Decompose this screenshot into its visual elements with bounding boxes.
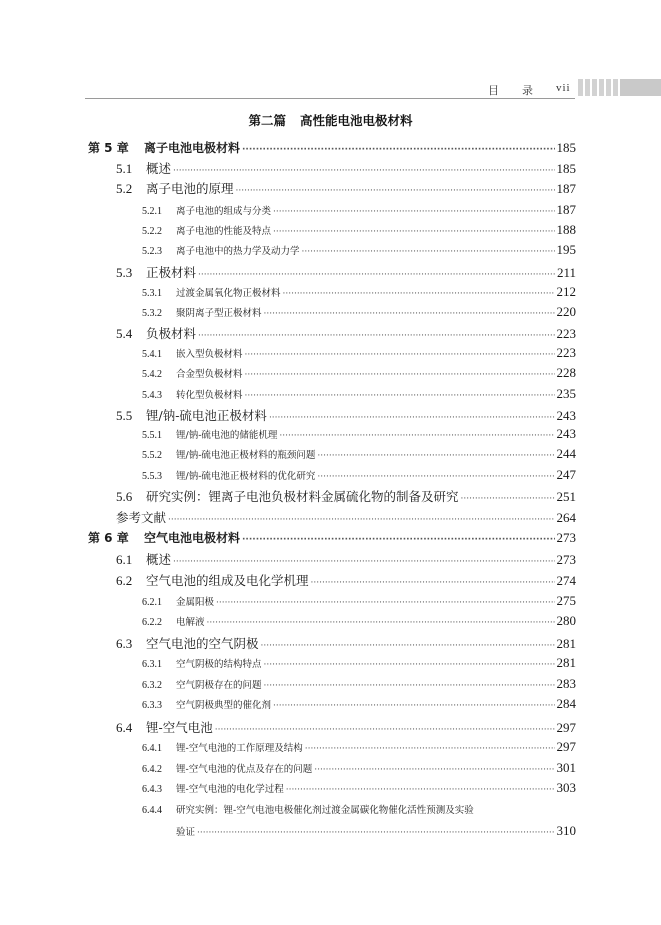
toc-entry-number: 6.1 xyxy=(116,552,133,567)
toc-entry-title: 锂-空气电池的优点及存在的问题 xyxy=(176,764,313,775)
toc-leader-dots xyxy=(286,785,555,795)
toc-entry-number: 5.4.3 xyxy=(142,390,162,401)
toc-entry-page: 212 xyxy=(556,284,576,299)
toc-entry-page: 281 xyxy=(556,655,576,670)
toc-entry-page: 281 xyxy=(556,636,576,651)
toc-leader-dots xyxy=(264,660,555,670)
toc-entry-page: 235 xyxy=(556,386,576,401)
toc-entry-page: 187 xyxy=(556,202,576,217)
toc-entry-number: 6.4.4 xyxy=(142,805,162,816)
toc-entry[interactable] xyxy=(142,467,576,483)
toc-entry-page: 297 xyxy=(556,739,576,754)
toc-entry-title: 参考文献 xyxy=(116,510,167,525)
toc-entry[interactable] xyxy=(176,823,576,839)
toc-entry-number: 5.3.1 xyxy=(142,288,162,299)
header-label-mu: 目 xyxy=(488,84,499,97)
toc-entry-page: 284 xyxy=(556,696,576,711)
toc-leader-dots xyxy=(245,391,555,401)
toc-entry[interactable] xyxy=(88,529,576,546)
toc-entry[interactable] xyxy=(142,242,576,258)
toc-entry-number: 5.3 xyxy=(116,265,133,280)
toc-entry-page: 223 xyxy=(556,345,576,360)
toc-leader-dots xyxy=(236,186,555,196)
toc-entry[interactable] xyxy=(142,739,576,755)
toc-entry-page: 273 xyxy=(556,530,576,545)
toc-leader-dots xyxy=(264,681,555,691)
toc-entry-title: 空气电池电极材料 xyxy=(144,531,241,545)
toc-entry[interactable] xyxy=(142,222,576,238)
toc-entry-title: 锂/钠-硫电池的储能机理 xyxy=(176,430,278,441)
toc-entry-number: 6.3.2 xyxy=(142,680,162,691)
toc-entry-title: 过渡金属氧化物正极材料 xyxy=(176,288,281,299)
toc-entry-page: 274 xyxy=(556,573,576,588)
toc-entry-title: 锂-空气电池的工作原理及结构 xyxy=(176,743,303,754)
toc-leader-dots xyxy=(314,765,554,775)
toc-entry[interactable] xyxy=(142,676,576,692)
toc-entry-title: 离子电池中的热力学及动力学 xyxy=(176,246,300,257)
header-label-lu: 录 xyxy=(522,84,533,97)
toc-entry[interactable] xyxy=(116,571,576,589)
toc-entry[interactable] xyxy=(116,179,576,197)
toc-leader-dots xyxy=(311,578,555,588)
toc-entry-number: 6.4.3 xyxy=(142,784,162,795)
toc-entry-title: 离子电池电极材料 xyxy=(144,141,241,155)
toc-entry-number: 5.6 xyxy=(116,489,133,504)
toc-leader-dots xyxy=(305,744,555,754)
toc-entry-page: 211 xyxy=(556,265,576,280)
toc-entry-page: 273 xyxy=(556,552,576,567)
toc-entry[interactable] xyxy=(142,802,576,816)
toc-leader-dots xyxy=(317,451,554,461)
toc-leader-dots xyxy=(461,494,555,504)
toc-entry-number: 5.2.3 xyxy=(142,246,162,257)
toc-entry-page: 247 xyxy=(556,467,576,482)
toc-entry-number: 5.4 xyxy=(116,326,133,341)
toc-entry-page: 187 xyxy=(556,181,576,196)
toc-leader-dots xyxy=(168,515,554,525)
toc-entry-page: 188 xyxy=(556,222,576,237)
toc-entry-title: 锂/钠-硫电池正极材料的优化研究 xyxy=(176,471,316,482)
toc-entry-number: 5.5 xyxy=(116,408,133,423)
toc-leader-dots xyxy=(242,145,554,155)
toc-entry-page: 280 xyxy=(556,613,576,628)
toc-entry-number: 6.4.1 xyxy=(142,743,162,754)
toc-entry[interactable] xyxy=(142,202,576,218)
toc-entry-number: 6.3.3 xyxy=(142,700,162,711)
toc-entry[interactable] xyxy=(116,634,576,652)
toc-leader-dots xyxy=(269,413,555,423)
toc-entry-title: 电解液 xyxy=(176,617,205,628)
toc-entry[interactable] xyxy=(142,284,576,300)
toc-entry-page: 243 xyxy=(556,408,576,423)
toc-entry-title: 空气阴极典型的催化剂 xyxy=(176,700,272,711)
toc-entry-number: 6.2.1 xyxy=(142,597,162,608)
toc-entry-title: 锂-空气电池 xyxy=(146,720,213,735)
toc-entry-title: 概述 xyxy=(146,552,172,567)
toc-entry-page: 297 xyxy=(556,720,576,735)
toc-leader-dots xyxy=(198,331,554,341)
toc-entry-number: 5.4.2 xyxy=(142,369,162,380)
toc-leader-dots xyxy=(273,227,554,237)
toc-entry-number: 5.5.1 xyxy=(142,430,162,441)
toc-entry-page: 243 xyxy=(556,426,576,441)
toc-entry[interactable] xyxy=(142,780,576,796)
toc-entry-title: 合金型负极材料 xyxy=(176,369,243,380)
toc-leader-dots xyxy=(302,247,555,257)
toc-entry-page: 251 xyxy=(556,489,576,504)
toc-entry-page: 244 xyxy=(556,446,576,461)
toc-leader-dots xyxy=(283,289,555,299)
toc-entry-page: 264 xyxy=(556,510,576,525)
toc-leader-dots xyxy=(207,618,555,628)
toc-entry-title: 离子电池的原理 xyxy=(146,181,234,196)
toc-entry[interactable] xyxy=(142,655,576,671)
toc-entry-title: 研究实例：锂-空气电池电极催化剂过渡金属碳化物催化活性预测及实验 xyxy=(176,805,474,816)
toc-leader-dots xyxy=(198,270,555,280)
toc-entry-title: 验证 xyxy=(176,827,196,838)
toc-leader-dots xyxy=(215,725,555,735)
toc-entry-title: 研究实例：锂离子电池负极材料金属硫化物的制备及研究 xyxy=(146,489,459,504)
toc-entry-page: 283 xyxy=(556,676,576,691)
toc-entry[interactable] xyxy=(116,406,576,424)
toc-entry-title: 空气阴极的结构特点 xyxy=(176,659,262,670)
toc-entry[interactable] xyxy=(116,263,576,281)
toc-entry-title: 嵌入型负极材料 xyxy=(176,349,243,360)
toc-entry-title: 金属阳极 xyxy=(176,597,215,608)
toc-entry[interactable] xyxy=(116,487,576,505)
toc-entry-title: 离子电池的性能及特点 xyxy=(176,226,272,237)
toc-entry-title: 转化型负极材料 xyxy=(176,390,243,401)
toc-entry-page: 185 xyxy=(556,161,576,176)
toc-leader-dots xyxy=(273,701,554,711)
toc-entry[interactable] xyxy=(142,760,576,776)
toc-entry[interactable] xyxy=(142,365,576,381)
toc-entry-title: 空气阴极存在的问题 xyxy=(176,680,262,691)
toc-entry[interactable] xyxy=(88,139,576,156)
toc-entry-number: 5.2.2 xyxy=(142,226,162,237)
toc-entry-number: 5.1 xyxy=(116,161,133,176)
toc-entry-number: 5.3.2 xyxy=(142,308,162,319)
toc-entry-title: 聚阴离子型正极材料 xyxy=(176,308,262,319)
toc-leader-dots xyxy=(197,828,554,838)
toc-entry-title: 空气电池的组成及电化学机理 xyxy=(146,573,309,588)
toc-entry-number: 6.3 xyxy=(116,636,133,651)
toc-entry-title: 概述 xyxy=(146,161,172,176)
toc-entry-number: 6.3.1 xyxy=(142,659,162,670)
toc-entry-number: 第 5 章 xyxy=(88,141,129,155)
toc-entry-title: 空气电池的空气阴极 xyxy=(146,636,259,651)
toc-entry-title: 正极材料 xyxy=(146,265,197,280)
toc-entry-title: 离子电池的组成与分类 xyxy=(176,206,272,217)
toc-leader-dots xyxy=(245,350,555,360)
toc-entry[interactable] xyxy=(142,386,576,402)
toc-entry-page: 303 xyxy=(556,780,576,795)
toc-leader-dots xyxy=(279,431,554,441)
toc-leader-dots xyxy=(273,207,554,217)
toc-entry-page: 228 xyxy=(556,365,576,380)
toc-entry[interactable] xyxy=(142,446,576,462)
toc-entry-number: 6.4.2 xyxy=(142,764,162,775)
toc-entry-title: 负极材料 xyxy=(146,326,197,341)
toc-entry-title: 锂-空气电池的电化学过程 xyxy=(176,784,284,795)
toc-entry-number: 6.2.2 xyxy=(142,617,162,628)
toc-entry-number: 5.5.3 xyxy=(142,471,162,482)
toc-entry-page: 185 xyxy=(556,140,576,155)
toc-entry-page: 310 xyxy=(556,823,576,838)
toc-leader-dots xyxy=(216,598,554,608)
toc-entry-number: 5.5.2 xyxy=(142,450,162,461)
toc-leader-dots xyxy=(261,641,555,651)
toc-entry[interactable] xyxy=(142,304,576,320)
toc-entry-page: 275 xyxy=(556,593,576,608)
toc-entry-page: 220 xyxy=(556,304,576,319)
toc-entry-number: 5.2 xyxy=(116,181,133,196)
toc-entry-title: 锂/钠-硫电池正极材料 xyxy=(146,408,267,423)
toc-entry-page: 301 xyxy=(556,760,576,775)
toc-leader-dots xyxy=(242,535,554,545)
toc-entry[interactable] xyxy=(116,718,576,736)
toc-entry-number: 6.4 xyxy=(116,720,133,735)
toc-entry[interactable] xyxy=(116,550,576,568)
toc-entry-title: 锂/钠-硫电池正极材料的瓶颈问题 xyxy=(176,450,316,461)
toc-entry-number: 6.2 xyxy=(116,573,133,588)
toc-entry[interactable] xyxy=(142,345,576,361)
toc-entry[interactable] xyxy=(116,508,576,526)
toc-entry[interactable] xyxy=(142,613,576,629)
part-heading xyxy=(0,111,661,129)
toc-entry[interactable] xyxy=(116,324,576,342)
toc-entry-number: 5.4.1 xyxy=(142,349,162,360)
toc-entry-page: 195 xyxy=(556,242,576,257)
toc-entry-number: 第 6 章 xyxy=(88,531,129,545)
toc-entry-number: 5.2.1 xyxy=(142,206,162,217)
toc-entry[interactable] xyxy=(142,696,576,712)
toc-leader-dots xyxy=(264,309,555,319)
part-title: 高性能电池电极材料 xyxy=(300,113,413,128)
toc-entry[interactable] xyxy=(142,593,576,609)
header-tab-block xyxy=(620,79,661,96)
toc-leader-dots xyxy=(173,166,554,176)
toc-entry-page: 223 xyxy=(556,326,576,341)
header-rule xyxy=(85,98,575,99)
header-page-number: vii xyxy=(556,82,571,94)
toc-leader-dots xyxy=(173,557,554,567)
toc-entry[interactable] xyxy=(116,159,576,177)
toc-leader-dots xyxy=(245,370,555,380)
part-number: 第二篇 xyxy=(248,113,286,128)
toc-leader-dots xyxy=(317,472,554,482)
toc-entry[interactable] xyxy=(142,426,576,442)
